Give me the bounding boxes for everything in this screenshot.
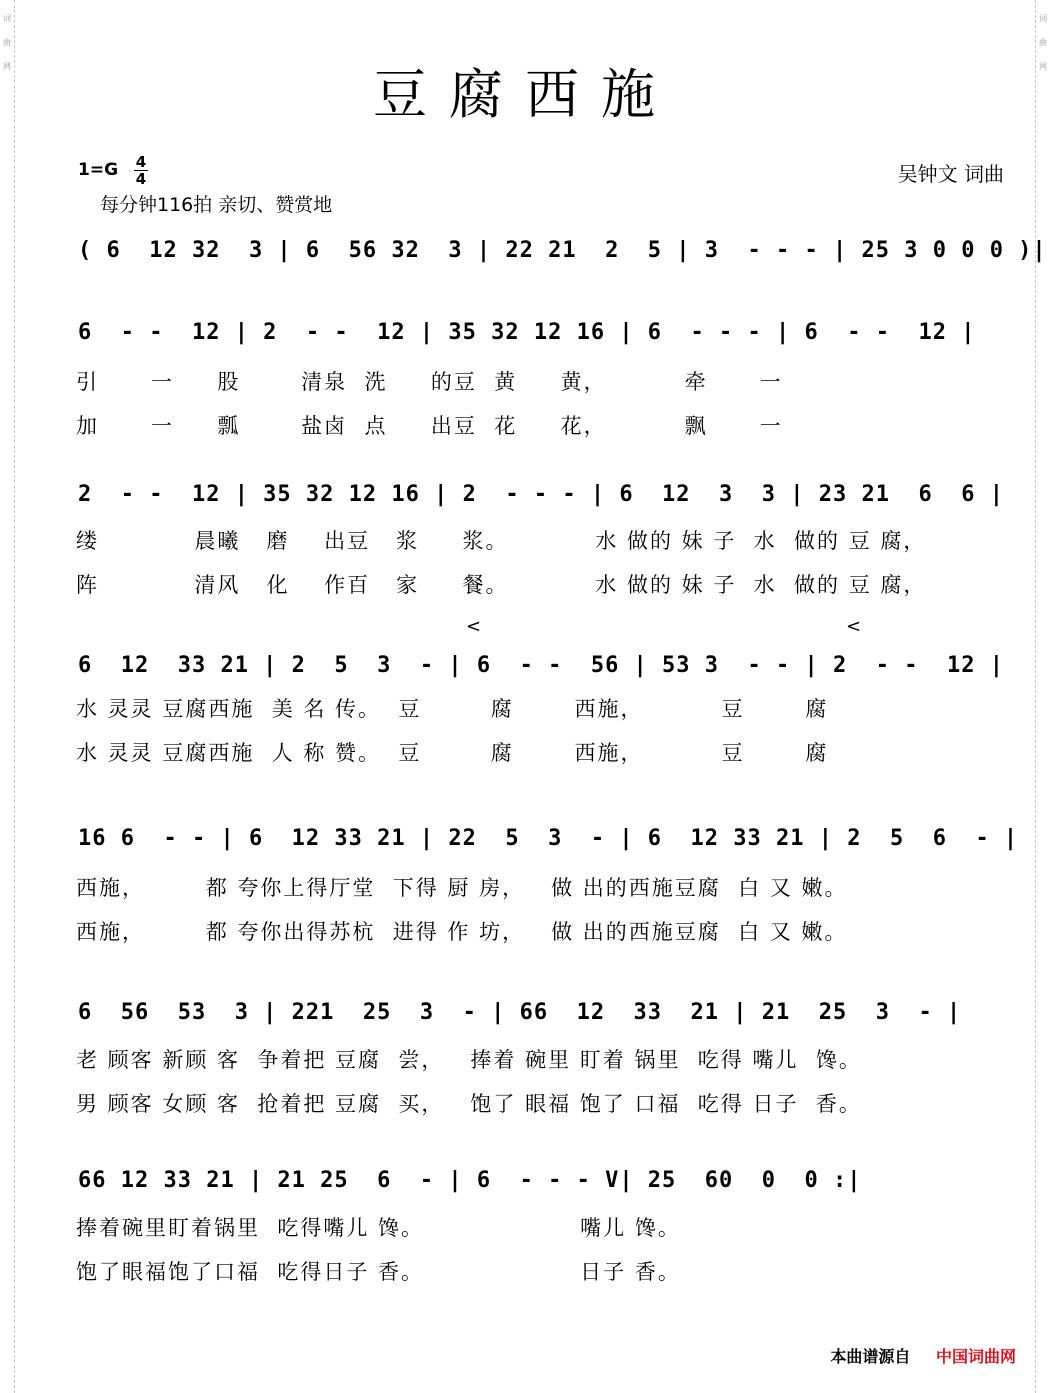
lyric-verse-2: 阵 清风 化 作百 家 餐。 水 做的 妹 子 水 做的 豆 腐， <box>76 573 927 597</box>
crescendo-mark: < <box>846 616 862 637</box>
source-label: 本曲谱源自 <box>830 1347 911 1366</box>
notation-row-2: 6 - - 12 | 2 - - 12 | 35 32 12 16 | 6 - - - | 6 - - 12 | <box>78 320 976 345</box>
lyric-verse-1: 老 顾客 新顾 客 争着把 豆腐 尝， 捧着 碗里 盯着 锅里 吃得 嘴儿 馋。 <box>76 1048 862 1072</box>
left-watermark-strip <box>0 0 15 1393</box>
notation-row-7: 66 12 33 21 | 21 25 6 - | 6 - - - V| 25 60 0 0 :| <box>78 1168 862 1193</box>
credits: 吴钟文 词曲 <box>897 162 1004 186</box>
song-title: 豆腐西施 <box>373 63 677 126</box>
right-watermark-strip <box>1035 0 1050 1393</box>
key-signature: 1=G <box>78 160 119 180</box>
tempo-marking: 每分钟116拍 亲切、赞赏地 <box>100 194 333 216</box>
watermark-char: 网 <box>3 62 11 71</box>
notation-row-1: ( 6 12 32 3 | 6 56 32 3 | 22 21 2 5 | 3 - - - | 25 3 0 0 0 )| <box>78 238 1047 263</box>
site-link[interactable]: 中国词曲网 <box>935 1347 1016 1366</box>
watermark-char: 词 <box>1039 14 1047 23</box>
time-signature-bottom: 4 <box>135 170 147 188</box>
lyric-verse-2: 加 一 瓢 盐卤 点 出豆 花 花， 飘 一 <box>76 414 783 438</box>
lyric-verse-1: 西施， 都 夸你上得厅堂 下得 厨 房， 做 出的西施豆腐 白 又 嫩。 <box>76 876 848 900</box>
time-signature <box>134 154 148 187</box>
lyric-verse-1: 缕 晨曦 磨 出豆 浆 浆。 水 做的 妹 子 水 做的 豆 腐， <box>76 529 927 553</box>
lyric-verse-1: 捧着碗里盯着锅里 吃得嘴儿 馋。 嘴儿 馋。 <box>76 1216 681 1240</box>
notation-row-5: 16 6 - - | 6 12 33 21 | 22 5 3 - | 6 12 33 21 | 2 5 6 - | <box>78 826 1019 851</box>
lyric-verse-2: 饱了眼福饱了口福 吃得日子 香。 日子 香。 <box>76 1260 681 1284</box>
lyric-verse-1: 水 灵灵 豆腐西施 美 名 传。 豆 腐 西施， 豆 腐 <box>76 697 829 721</box>
time-signature-top: 4 <box>135 153 147 171</box>
footer-source <box>830 1344 1016 1367</box>
lyric-verse-1: 引 一 股 清泉 洗 的豆 黄 黄， 牵 一 <box>76 370 783 394</box>
watermark-char: 曲 <box>3 38 11 47</box>
lyric-verse-2: 水 灵灵 豆腐西施 人 称 赞。 豆 腐 西施， 豆 腐 <box>76 741 829 765</box>
crescendo-mark: < <box>466 616 482 637</box>
notation-row-4: 6 12 33 21 | 2 5 3 - | 6 - - 56 | 53 3 - - | 2 - - 12 | <box>78 653 1004 678</box>
notation-row-3: 2 - - 12 | 35 32 12 16 | 2 - - - | 6 12 3 3 | 23 21 6 6 | <box>78 482 1004 507</box>
notation-row-6: 6 56 53 3 | 221 25 3 - | 66 12 33 21 | 21 25 3 - | <box>78 1000 962 1025</box>
lyric-verse-2: 西施， 都 夸你出得苏杭 进得 作 坊， 做 出的西施豆腐 白 又 嫩。 <box>76 920 848 944</box>
lyric-verse-2: 男 顾客 女顾 客 抢着把 豆腐 买， 饱了 眼福 饱了 口福 吃得 日子 香。 <box>76 1092 862 1116</box>
watermark-char: 词 <box>3 14 11 23</box>
watermark-char: 曲 <box>1039 38 1047 47</box>
watermark-char: 网 <box>1039 62 1047 71</box>
